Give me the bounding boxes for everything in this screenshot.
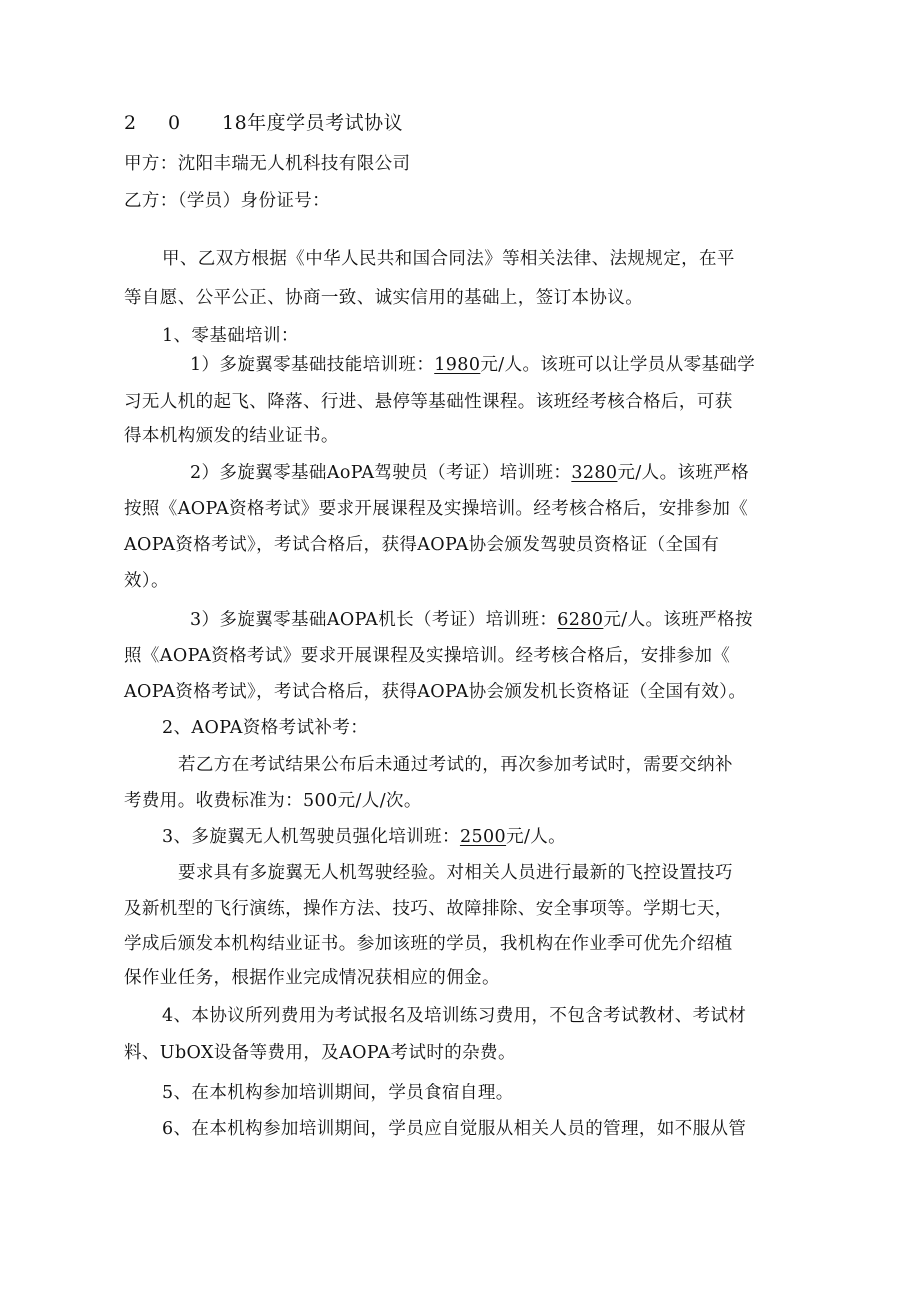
s1-item3-line-2: 照《AOPA资格考试》要求开展课程及实操培训。经考核合格后，安排参加《 — [124, 646, 731, 666]
s6-line-1: 6、在本机构参加培训期间，学员应自觉服从相关人员的管理，如不服从管 — [162, 1119, 747, 1139]
s1-item1-prefix: 1）多旋翼零基础技能培训班： — [190, 355, 435, 375]
section-3-heading — [162, 825, 566, 849]
party-b-line: 乙方：（学员）身份证号： — [124, 191, 331, 211]
s1-item2-line-3: AOPA资格考试》，考试合格后，获得AOPA协会颁发驾驶员资格证（全国有 — [124, 535, 720, 555]
title-digit-2: 2 — [124, 112, 137, 134]
s1-item1-price: 1980 — [434, 355, 481, 375]
s3-line-4: 保作业任务，根据作业完成情况获相应的佣金。 — [124, 968, 500, 988]
s1-item3-line-3: AOPA资格考试》，考试合格后，获得AOPA协会颁发机长资格证（全国有效）。 — [124, 682, 747, 702]
s2-line-2: 考费用。收费标准为：500元/人/次。 — [124, 791, 422, 811]
s2-line-1: 若乙方在考试结果公布后未通过考试的，再次参加考试时，需要交纳补 — [178, 755, 733, 775]
section-2-heading: 2、AOPA资格考试补考： — [162, 718, 369, 738]
s4-line-1: 4、本协议所列费用为考试报名及培训练习费用，不包含考试教材、考试材 — [162, 1006, 747, 1026]
intro-line-2: 等自愿、公平公正、协商一致、诚实信用的基础上，签订本协议。 — [124, 288, 644, 308]
party-a-line: 甲方：沈阳丰瑞无人机科技有限公司 — [124, 154, 411, 174]
s3-line-1: 要求具有多旋翼无人机驾驶经验。对相关人员进行最新的飞控设置技巧 — [178, 863, 733, 883]
s3-price: 2500 — [459, 827, 507, 847]
s1-item2-line-2: 按照《AOPA资格考试》要求开展课程及实操培训。经考核合格后，安排参加《 — [124, 499, 749, 519]
s1-item2-line-4: 效）。 — [124, 571, 169, 591]
s1-item3-prefix: 3）多旋翼零基础AOPA机长（考证）培训班： — [190, 610, 558, 630]
document-title — [124, 111, 403, 135]
s3-line-3: 学成后颁发本机构结业证书。参加该班的学员，我机构在作业季可优先介绍植 — [124, 934, 733, 954]
s5-line-1: 5、在本机构参加培训期间，学员食宿自理。 — [162, 1083, 514, 1103]
s3-prefix: 3、多旋翼无人机驾驶员强化培训班： — [162, 827, 460, 847]
s1-item1-suffix: 元/人。该班可以让学员从零基础学 — [480, 355, 756, 375]
section-1-heading: 1、零基础培训： — [162, 326, 299, 346]
s1-item3-line-1 — [190, 608, 753, 632]
s1-item1-line-1 — [190, 353, 755, 377]
intro-line-1: 甲、乙双方根据《中华人民共和国合同法》等相关法律、法规规定，在平 — [162, 249, 735, 269]
s1-item1-line-2: 习无人机的起飞、降落、行进、悬停等基础性课程。该班经考核合格后，可获 — [124, 392, 733, 412]
s1-item2-suffix: 元/人。该班严格 — [617, 463, 750, 483]
s3-line-2: 及新机型的飞行演练，操作方法、技巧、故障排除、安全事项等。学期七天， — [124, 899, 733, 919]
s1-item3-suffix: 元/人。该班严格按 — [603, 610, 753, 630]
s3-suffix: 元/人。 — [506, 827, 567, 847]
title-rest: 18年度学员考试协议 — [222, 112, 404, 134]
s1-item1-line-3: 得本机构颁发的结业证书。 — [124, 426, 339, 446]
s1-item2-prefix: 2）多旋翼零基础AoPA驾驶员（考证）培训班： — [190, 463, 572, 483]
s1-item2-price: 3280 — [571, 463, 618, 483]
s4-line-2: 料、UbOX设备等费用，及AOPA考试时的杂费。 — [124, 1043, 516, 1063]
s1-item2-line-1 — [190, 461, 749, 485]
s1-item3-price: 6280 — [557, 610, 604, 630]
title-digit-0: 0 — [168, 112, 181, 134]
